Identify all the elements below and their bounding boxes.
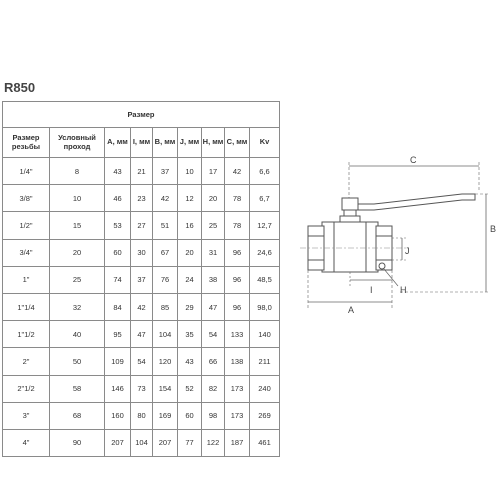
table-cell: 140	[250, 321, 280, 348]
col-header-c: C, мм	[225, 128, 250, 158]
table-cell: 3/4"	[3, 239, 50, 266]
table-row	[3, 375, 280, 402]
table-cell: 4"	[3, 429, 50, 456]
table-cell: 138	[225, 348, 250, 375]
table-cell: 31	[202, 239, 225, 266]
table-cell: 35	[178, 321, 202, 348]
table-cell: 24	[178, 266, 202, 293]
table-cell: 23	[131, 185, 153, 212]
table-cell: 43	[105, 158, 131, 185]
table-cell: 8	[50, 158, 105, 185]
col-header-a: A, мм	[105, 128, 131, 158]
table-row	[3, 348, 280, 375]
table-cell: 15	[50, 212, 105, 239]
table-cell: 6,7	[250, 185, 280, 212]
handle-lever	[350, 194, 475, 210]
table-cell: 42	[225, 158, 250, 185]
table-cell: 74	[105, 266, 131, 293]
table-row	[3, 158, 280, 185]
table-cell: 12,7	[250, 212, 280, 239]
table-cell: 211	[250, 348, 280, 375]
valve-body	[322, 222, 378, 272]
table-cell: 76	[153, 266, 178, 293]
table-cell: 187	[225, 429, 250, 456]
table-cell: 160	[105, 402, 131, 429]
table-cell: 1/2"	[3, 212, 50, 239]
label-j: J	[405, 246, 410, 256]
table-cell: 20	[50, 239, 105, 266]
table-cell: 82	[202, 375, 225, 402]
table-cell: 24,6	[250, 239, 280, 266]
table-cell: 240	[250, 375, 280, 402]
table-cell: 21	[131, 158, 153, 185]
table-cell: 42	[131, 293, 153, 320]
col-header-kv: Kv	[250, 128, 280, 158]
col-header-thread: Размер резьбы	[3, 128, 50, 158]
table-cell: 37	[131, 266, 153, 293]
table-cell: 51	[153, 212, 178, 239]
table-cell: 1"1/2	[3, 321, 50, 348]
table-cell: 30	[131, 239, 153, 266]
table-cell: 3/8"	[3, 185, 50, 212]
table-cell: 80	[131, 402, 153, 429]
table-cell: 2"	[3, 348, 50, 375]
ball-valve-drawing	[290, 150, 500, 320]
table-cell: 20	[178, 239, 202, 266]
table-cell: 47	[202, 293, 225, 320]
table-cell: 96	[225, 266, 250, 293]
label-i: I	[370, 285, 373, 295]
table-cell: 122	[202, 429, 225, 456]
label-b: B	[490, 224, 497, 234]
table-cell: 104	[153, 321, 178, 348]
table-cell: 17	[202, 158, 225, 185]
table-cell: 52	[178, 375, 202, 402]
table-row	[3, 321, 280, 348]
table-cell: 120	[153, 348, 178, 375]
table-row	[3, 239, 280, 266]
table-cell: 29	[178, 293, 202, 320]
table-cell: 98	[202, 402, 225, 429]
table-cell: 96	[225, 293, 250, 320]
table-cell: 78	[225, 185, 250, 212]
table-cell: 109	[105, 348, 131, 375]
col-header-h: H, мм	[202, 128, 225, 158]
spec-table	[2, 101, 280, 457]
table-cell: 90	[50, 429, 105, 456]
table-cell: 60	[178, 402, 202, 429]
table-cell: 84	[105, 293, 131, 320]
table-row	[3, 402, 280, 429]
table-cell: 269	[250, 402, 280, 429]
table-cell: 68	[50, 402, 105, 429]
table-cell: 3"	[3, 402, 50, 429]
table-cell: 46	[105, 185, 131, 212]
table-cell: 1"	[3, 266, 50, 293]
table-cell: 54	[202, 321, 225, 348]
table-cell: 67	[153, 239, 178, 266]
table-cell: 16	[178, 212, 202, 239]
table-cell: 104	[131, 429, 153, 456]
table-cell: 27	[131, 212, 153, 239]
table-cell: 50	[50, 348, 105, 375]
table-cell: 133	[225, 321, 250, 348]
table-cell: 96	[225, 239, 250, 266]
table-cell: 85	[153, 293, 178, 320]
table-cell: 1/4"	[3, 158, 50, 185]
table-row	[3, 429, 280, 456]
table-cell: 53	[105, 212, 131, 239]
table-cell: 66	[202, 348, 225, 375]
label-h: H	[400, 285, 407, 295]
table-cell: 25	[50, 266, 105, 293]
table-row	[3, 212, 280, 239]
table-cell: 73	[131, 375, 153, 402]
table-cell: 32	[50, 293, 105, 320]
table-cell: 42	[153, 185, 178, 212]
table-cell: 461	[250, 429, 280, 456]
table-cell: 25	[202, 212, 225, 239]
col-header-b: B, мм	[153, 128, 178, 158]
table-cell: 38	[202, 266, 225, 293]
col-header-j: J, мм	[178, 128, 202, 158]
table-cell: 154	[153, 375, 178, 402]
table-cell: 169	[153, 402, 178, 429]
stem-nut	[342, 198, 358, 210]
table-row	[3, 266, 280, 293]
table-cell: 2"1/2	[3, 375, 50, 402]
table-cell: 98,0	[250, 293, 280, 320]
table-row	[3, 185, 280, 212]
table-cell: 60	[105, 239, 131, 266]
group-header: Размер	[3, 102, 280, 128]
table-cell: 54	[131, 348, 153, 375]
table-cell: 40	[50, 321, 105, 348]
col-header-nominal: Условный проход	[50, 128, 105, 158]
table-cell: 6,6	[250, 158, 280, 185]
table-cell: 10	[178, 158, 202, 185]
table-cell: 58	[50, 375, 105, 402]
table-cell: 20	[202, 185, 225, 212]
label-a: A	[348, 305, 355, 315]
model-title: R850	[4, 80, 36, 95]
table-cell: 43	[178, 348, 202, 375]
table-row	[3, 293, 280, 320]
table-cell: 146	[105, 375, 131, 402]
table-cell: 10	[50, 185, 105, 212]
table-cell: 95	[105, 321, 131, 348]
table-cell: 207	[153, 429, 178, 456]
label-c: C	[410, 155, 417, 165]
table-cell: 48,5	[250, 266, 280, 293]
table-cell: 173	[225, 375, 250, 402]
table-cell: 1"1/4	[3, 293, 50, 320]
table-cell: 47	[131, 321, 153, 348]
table-cell: 173	[225, 402, 250, 429]
col-header-i: I, мм	[131, 128, 153, 158]
table-cell: 37	[153, 158, 178, 185]
table-cell: 77	[178, 429, 202, 456]
table-cell: 78	[225, 212, 250, 239]
table-cell: 12	[178, 185, 202, 212]
table-cell: 207	[105, 429, 131, 456]
